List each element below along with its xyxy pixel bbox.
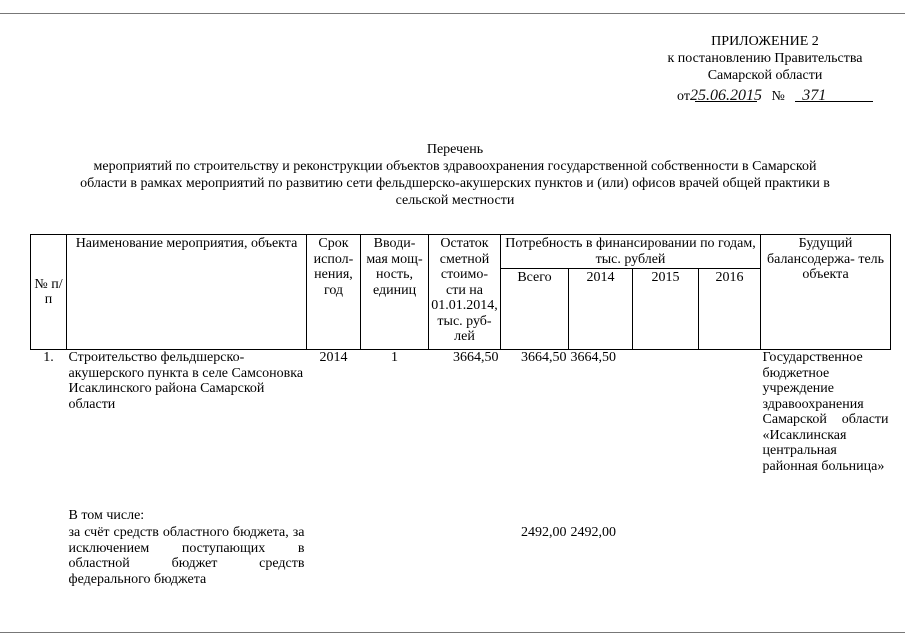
sub-2014: 2492,00 bbox=[570, 525, 616, 540]
header-total: Всего bbox=[501, 269, 569, 350]
header-2015: 2015 bbox=[633, 269, 699, 350]
number-underline bbox=[795, 101, 873, 102]
bottom-scan-line bbox=[0, 632, 905, 633]
document-title bbox=[30, 141, 880, 209]
table-row bbox=[31, 507, 891, 525]
sub-label: В том числе: bbox=[68, 507, 145, 523]
appendix-region: Самарской области bbox=[707, 68, 823, 83]
header-need: Потребность в финансировании по годам, тыс. рублей bbox=[501, 235, 761, 269]
number-label: № bbox=[771, 89, 785, 104]
appendix-block bbox=[600, 33, 905, 84]
title-line-2: мероприятий по строительству и реконструкции объектов здравоохранения государственной собственности в Самарской bbox=[93, 159, 817, 174]
appendix-ref: к постановлению Правительства bbox=[667, 51, 863, 66]
row1-name: Строительство фельдшерско-акушерского пункта в селе Самсоновка Исаклинского района Самарской области bbox=[68, 350, 304, 412]
header-balance: Остаток сметной стоимо- сти на 01.01.2014, тыс. руб- лей bbox=[429, 235, 501, 350]
header-holder: Будущий балансодержа- тель объекта bbox=[761, 235, 891, 350]
from-label: от bbox=[677, 89, 690, 104]
title-line-3: области в рамках мероприятий по развитию сети фельдшерско-акушерских пунктов и (или) офисов врачей общей практики в bbox=[80, 176, 830, 191]
sub-total: 2492,00 bbox=[521, 525, 567, 540]
row1-num: 1. bbox=[43, 350, 54, 365]
decree-date: 25.06.2015 bbox=[689, 87, 762, 104]
row1-term: 2014 bbox=[319, 350, 348, 365]
title-line-4: сельской местности bbox=[395, 193, 515, 208]
decree-date-line bbox=[677, 87, 877, 105]
row1-2015 bbox=[633, 350, 699, 507]
header-2016: 2016 bbox=[699, 269, 761, 350]
header-term: Срок испол- нения, год bbox=[307, 235, 361, 350]
table-row bbox=[31, 524, 891, 588]
row1-total: 3664,50 bbox=[521, 350, 567, 365]
row1-2016 bbox=[699, 350, 761, 507]
header-name: Наименование мероприятия, объекта bbox=[67, 235, 307, 350]
header-num: № п/п bbox=[31, 235, 67, 350]
top-scan-line bbox=[0, 13, 905, 14]
title-line-1: Перечень bbox=[426, 142, 484, 157]
row1-holder: Государственное бюджетное учреждение здравоохранения Самарской области «Исаклинская центральная районная больница» bbox=[762, 350, 889, 474]
sub-name: за счёт средств областного бюджета, за исключением поступающих в областной бюджет средств федерального бюджета bbox=[68, 525, 305, 587]
measures-table bbox=[30, 234, 891, 588]
table-row bbox=[31, 350, 891, 507]
row1-capacity: 1 bbox=[391, 350, 398, 365]
row1-2014: 3664,50 bbox=[570, 350, 616, 365]
header-2014: 2014 bbox=[569, 269, 633, 350]
header-capacity: Вводи- мая мощ- ность, единиц bbox=[361, 235, 429, 350]
appendix-title: ПРИЛОЖЕНИЕ 2 bbox=[711, 34, 819, 49]
decree-number: 371 bbox=[802, 87, 827, 104]
row1-balance: 3664,50 bbox=[453, 350, 499, 365]
date-underline bbox=[695, 101, 757, 102]
